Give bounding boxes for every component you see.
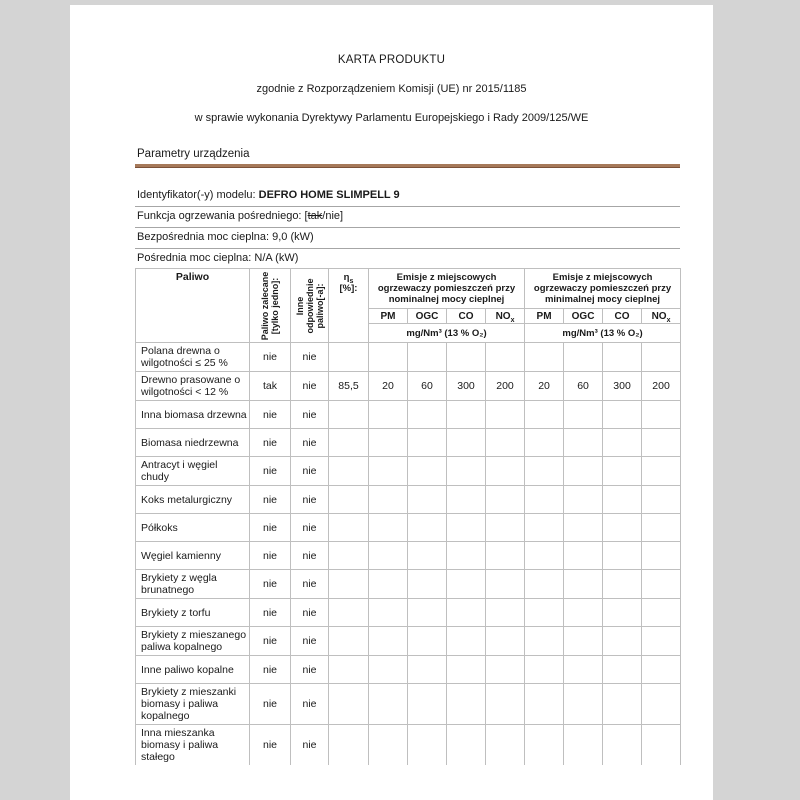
table-row <box>136 429 681 457</box>
table-row <box>136 401 681 429</box>
fuel-name-cell: Węgiel kamienny <box>136 542 250 570</box>
other-fuel-cell: nie <box>291 684 329 725</box>
minimal-emission-cell <box>603 429 642 457</box>
other-fuel-cell: nie <box>291 457 329 486</box>
minimal-emission-cell <box>564 627 603 656</box>
nominal-emission-cell <box>486 514 525 542</box>
efficiency-cell <box>329 570 369 599</box>
nominal-emission-cell <box>447 725 486 766</box>
nominal-emission-cell: 60 <box>408 372 447 401</box>
fuel-name-cell: Biomasa niedrzewna <box>136 429 250 457</box>
fuel-parameters-table <box>135 268 681 765</box>
minimal-emission-cell <box>564 656 603 684</box>
col-header-other-fuel <box>291 269 329 343</box>
minimal-emission-cell <box>603 627 642 656</box>
efficiency-cell: 85,5 <box>329 372 369 401</box>
unit-header-nominal: mg/Nm³ (13 % O₂) <box>369 324 525 343</box>
minimal-emission-cell <box>642 542 681 570</box>
minimal-emission-cell <box>564 457 603 486</box>
recommended-fuel-cell: nie <box>250 457 291 486</box>
nominal-emission-cell <box>369 343 408 372</box>
nominal-emission-cell <box>369 725 408 766</box>
nominal-emission-cell <box>369 457 408 486</box>
col-group-minimal-emissions: Emisje z miejscowych ogrzewaczy pomieszczeń przy minimalnej mocy cieplnej <box>525 269 681 309</box>
nominal-emission-cell <box>408 599 447 627</box>
nominal-emission-cell <box>486 401 525 429</box>
efficiency-cell <box>329 684 369 725</box>
struck-option: tak <box>307 210 323 222</box>
minimal-emission-cell <box>642 570 681 599</box>
minimal-emission-cell <box>564 542 603 570</box>
fuel-name-cell: Polana drewna o wilgotności ≤ 25 % <box>136 343 250 372</box>
info-line <box>135 249 680 266</box>
recommended-fuel-cell: tak <box>250 372 291 401</box>
nominal-emission-cell <box>486 656 525 684</box>
other-fuel-cell: nie <box>291 656 329 684</box>
minimal-emission-cell <box>603 343 642 372</box>
recommended-fuel-cell: nie <box>250 401 291 429</box>
nominal-emission-cell <box>408 656 447 684</box>
minimal-emission-cell <box>564 725 603 766</box>
minimal-emission-cell <box>564 684 603 725</box>
col-header-ogc-nominal: OGC <box>408 309 447 324</box>
info-line <box>135 186 680 207</box>
nominal-emission-cell <box>447 343 486 372</box>
minimal-emission-cell <box>603 725 642 766</box>
minimal-emission-cell <box>603 486 642 514</box>
col-header-fuel: Paliwo <box>136 269 250 343</box>
minimal-emission-cell <box>603 457 642 486</box>
other-fuel-cell: nie <box>291 725 329 766</box>
col-header-efficiency <box>329 269 369 343</box>
col-header-nox-minimal: $NO_x$ <box>642 309 681 324</box>
document-page <box>70 5 713 800</box>
efficiency-cell <box>329 457 369 486</box>
nominal-emission-cell <box>408 570 447 599</box>
table-row <box>136 684 681 725</box>
efficiency-cell <box>329 627 369 656</box>
nominal-emission-cell <box>369 570 408 599</box>
other-fuel-cell: nie <box>291 429 329 457</box>
nominal-emission-cell <box>369 542 408 570</box>
nominal-emission-cell <box>486 570 525 599</box>
other-fuel-cell: nie <box>291 343 329 372</box>
minimal-emission-cell: 60 <box>564 372 603 401</box>
minimal-emission-cell <box>642 401 681 429</box>
minimal-emission-cell <box>642 429 681 457</box>
table-row <box>136 514 681 542</box>
minimal-emission-cell <box>525 429 564 457</box>
minimal-emission-cell <box>642 457 681 486</box>
minimal-emission-cell <box>642 656 681 684</box>
nominal-emission-cell <box>369 656 408 684</box>
table-header <box>136 269 681 343</box>
fuel-name-cell: Brykiety z torfu <box>136 599 250 627</box>
minimal-emission-cell <box>525 486 564 514</box>
nominal-emission-cell <box>447 401 486 429</box>
fuel-name-cell: Inne paliwo kopalne <box>136 656 250 684</box>
other-fuel-vertical-label: Inne odpowiednie paliwo[-a]: <box>294 278 325 333</box>
nominal-emission-cell <box>408 684 447 725</box>
minimal-emission-cell: 300 <box>603 372 642 401</box>
info-text: Pośrednia moc cieplna: N/A (kW) <box>137 252 299 264</box>
efficiency-symbol: $\eta_s$ <box>343 272 354 285</box>
minimal-emission-cell <box>525 401 564 429</box>
fuel-name-cell: Antracyt i węgiel chudy <box>136 457 250 486</box>
fuel-name-cell: Inna mieszanka biomasy i paliwa stałego <box>136 725 250 766</box>
nominal-emission-cell <box>369 429 408 457</box>
col-header-co-minimal: CO <box>603 309 642 324</box>
minimal-emission-cell <box>603 599 642 627</box>
minimal-emission-cell <box>564 486 603 514</box>
fuel-name-cell: Brykiety z mieszanki biomasy i paliwa kopalnego <box>136 684 250 725</box>
efficiency-cell <box>329 429 369 457</box>
document-subtitle-regulation: zgodnie z Rozporządzeniem Komisji (UE) nr 2015/1185 <box>256 83 527 95</box>
minimal-emission-cell <box>642 684 681 725</box>
nominal-emission-cell: 20 <box>369 372 408 401</box>
nominal-emission-cell <box>447 570 486 599</box>
minimal-emission-cell <box>525 514 564 542</box>
nominal-emission-cell <box>447 514 486 542</box>
other-fuel-cell: nie <box>291 514 329 542</box>
minimal-emission-cell <box>525 684 564 725</box>
document-title: KARTA PRODUKTU <box>337 54 446 66</box>
minimal-emission-cell: 20 <box>525 372 564 401</box>
efficiency-cell <box>329 343 369 372</box>
other-fuel-cell: nie <box>291 599 329 627</box>
other-fuel-cell: nie <box>291 570 329 599</box>
recommended-fuel-cell: nie <box>250 599 291 627</box>
minimal-emission-cell <box>603 684 642 725</box>
recommended-fuel-cell: nie <box>250 514 291 542</box>
section-divider <box>135 164 680 168</box>
nominal-emission-cell <box>408 725 447 766</box>
nominal-emission-cell <box>447 627 486 656</box>
nominal-emission-cell <box>486 684 525 725</box>
nominal-emission-cell <box>408 542 447 570</box>
info-text: Identyfikator(-y) modelu: <box>137 189 259 201</box>
efficiency-cell <box>329 656 369 684</box>
nominal-emission-cell: 300 <box>447 372 486 401</box>
efficiency-cell <box>329 486 369 514</box>
nominal-emission-cell <box>408 486 447 514</box>
minimal-emission-cell: 200 <box>642 372 681 401</box>
device-info-list <box>135 186 680 266</box>
minimal-emission-cell <box>564 343 603 372</box>
minimal-emission-cell <box>603 656 642 684</box>
recommended-fuel-cell: nie <box>250 486 291 514</box>
table-row <box>136 372 681 401</box>
minimal-emission-cell <box>564 599 603 627</box>
fuel-name-cell: Drewno prasowane o wilgotności < 12 % <box>136 372 250 401</box>
minimal-emission-cell <box>603 514 642 542</box>
minimal-emission-cell <box>525 457 564 486</box>
unit-header-minimal: mg/Nm³ (13 % O₂) <box>525 324 681 343</box>
nominal-emission-cell <box>486 725 525 766</box>
nominal-emission-cell <box>408 627 447 656</box>
minimal-emission-cell <box>525 343 564 372</box>
fuel-name-cell: Inna biomasa drzewna <box>136 401 250 429</box>
recommended-fuel-cell: nie <box>250 684 291 725</box>
info-text: Funkcja ogrzewania pośredniego: [ <box>137 210 308 222</box>
fuel-table-body <box>136 343 681 766</box>
efficiency-cell <box>329 514 369 542</box>
nominal-emission-cell <box>486 429 525 457</box>
info-text: /nie] <box>322 210 344 222</box>
nominal-emission-cell: 200 <box>486 372 525 401</box>
recommended-fuel-cell: nie <box>250 656 291 684</box>
minimal-emission-cell <box>525 656 564 684</box>
minimal-emission-cell <box>642 627 681 656</box>
minimal-emission-cell <box>525 627 564 656</box>
efficiency-unit: [%]: <box>339 283 358 294</box>
minimal-emission-cell <box>642 343 681 372</box>
nominal-emission-cell <box>447 684 486 725</box>
table-row <box>136 343 681 372</box>
nominal-emission-cell <box>447 656 486 684</box>
nominal-emission-cell <box>486 457 525 486</box>
nominal-emission-cell <box>369 599 408 627</box>
nominal-emission-cell <box>486 542 525 570</box>
recommended-fuel-cell: nie <box>250 570 291 599</box>
nominal-emission-cell <box>369 401 408 429</box>
other-fuel-cell: nie <box>291 627 329 656</box>
recommended-fuel-cell: nie <box>250 429 291 457</box>
nominal-emission-cell <box>447 486 486 514</box>
minimal-emission-cell <box>564 429 603 457</box>
efficiency-cell <box>329 725 369 766</box>
info-line <box>135 228 680 249</box>
efficiency-cell <box>329 542 369 570</box>
table-row <box>136 457 681 486</box>
table-row <box>136 656 681 684</box>
col-header-pm-minimal: PM <box>525 309 564 324</box>
nominal-emission-cell <box>369 486 408 514</box>
table-row <box>136 486 681 514</box>
document-subtitle-directive: w sprawie wykonania Dyrektywy Parlamentu Europejskiego i Rady 2009/125/WE <box>194 112 589 124</box>
table-row <box>136 725 681 766</box>
table-row <box>136 627 681 656</box>
table-row <box>136 570 681 599</box>
section-heading: Parametry urządzenia <box>137 148 250 160</box>
document-content <box>135 148 680 765</box>
nominal-emission-cell <box>408 457 447 486</box>
col-header-ogc-minimal: OGC <box>564 309 603 324</box>
fuel-name-cell: Półkoks <box>136 514 250 542</box>
other-fuel-cell: nie <box>291 372 329 401</box>
recommended-fuel-cell: nie <box>250 542 291 570</box>
fuel-name-cell: Brykiety z węgla brunatnego <box>136 570 250 599</box>
nominal-emission-cell <box>486 627 525 656</box>
other-fuel-cell: nie <box>291 542 329 570</box>
minimal-emission-cell <box>603 401 642 429</box>
info-line <box>135 207 680 228</box>
nominal-emission-cell <box>408 514 447 542</box>
col-group-nominal-emissions: Emisje z miejscowych ogrzewaczy pomieszczeń przy nominalnej mocy cieplnej <box>369 269 525 309</box>
other-fuel-cell: nie <box>291 486 329 514</box>
nominal-emission-cell <box>408 343 447 372</box>
nominal-emission-cell <box>408 401 447 429</box>
minimal-emission-cell <box>642 725 681 766</box>
other-fuel-cell: nie <box>291 401 329 429</box>
nominal-emission-cell <box>369 514 408 542</box>
minimal-emission-cell <box>603 570 642 599</box>
minimal-emission-cell <box>525 542 564 570</box>
recommended-fuel-cell: nie <box>250 725 291 766</box>
fuel-name-cell: Koks metalurgiczny <box>136 486 250 514</box>
recommended-fuel-vertical-label: Paliwo zalecane [tylko jedno]: <box>260 271 280 340</box>
nominal-emission-cell <box>486 599 525 627</box>
nominal-emission-cell <box>447 542 486 570</box>
col-header-co-nominal: CO <box>447 309 486 324</box>
minimal-emission-cell <box>642 599 681 627</box>
nominal-emission-cell <box>486 486 525 514</box>
table-row <box>136 542 681 570</box>
col-header-pm-nominal: PM <box>369 309 408 324</box>
nominal-emission-cell <box>408 429 447 457</box>
nominal-emission-cell <box>369 627 408 656</box>
minimal-emission-cell <box>642 486 681 514</box>
model-name: DEFRO HOME SLIMPELL 9 <box>258 189 400 201</box>
info-text: Bezpośrednia moc cieplna: 9,0 (kW) <box>137 231 314 243</box>
recommended-fuel-cell: nie <box>250 343 291 372</box>
col-header-nox-nominal: $NO_x$ <box>486 309 525 324</box>
table-row <box>136 599 681 627</box>
nominal-emission-cell <box>447 457 486 486</box>
minimal-emission-cell <box>564 570 603 599</box>
nominal-emission-cell <box>369 684 408 725</box>
minimal-emission-cell <box>525 599 564 627</box>
minimal-emission-cell <box>642 514 681 542</box>
nominal-emission-cell <box>486 343 525 372</box>
nominal-emission-cell <box>447 429 486 457</box>
minimal-emission-cell <box>603 542 642 570</box>
recommended-fuel-cell: nie <box>250 627 291 656</box>
efficiency-cell <box>329 401 369 429</box>
minimal-emission-cell <box>564 514 603 542</box>
minimal-emission-cell <box>525 725 564 766</box>
minimal-emission-cell <box>525 570 564 599</box>
efficiency-cell <box>329 599 369 627</box>
col-header-recommended-fuel <box>250 269 291 343</box>
fuel-name-cell: Brykiety z mieszanego paliwa kopalnego <box>136 627 250 656</box>
minimal-emission-cell <box>564 401 603 429</box>
nominal-emission-cell <box>447 599 486 627</box>
